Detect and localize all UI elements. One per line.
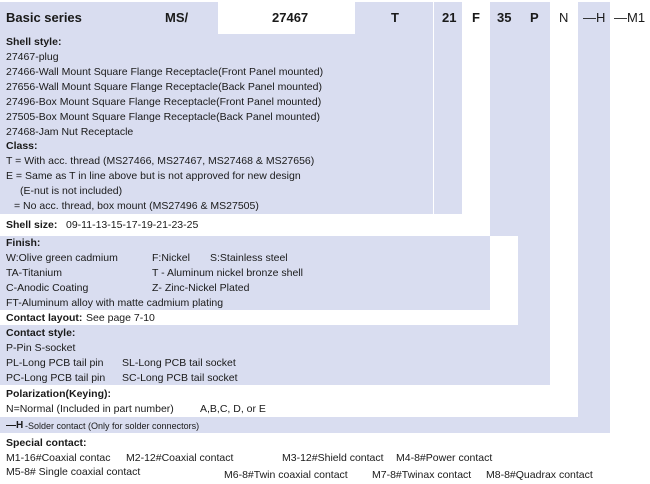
shell-style-item: 27496-Box Mount Square Flange Receptacle(Front Panel mounted)	[6, 96, 322, 108]
special-contact-item: M4-8#Power contact	[396, 452, 493, 464]
shell-style-item: 27466-Wall Mount Square Flange Receptacle(Front Panel mounted)	[6, 66, 324, 78]
ms-label: MS/	[165, 10, 189, 25]
class-line: T = With acc. thread (MS27466, MS27467, MS27468 & MS27656)	[6, 155, 315, 167]
class-line: E = Same as T in line above but is not approved for new design	[6, 170, 301, 182]
shell-style-title: Shell style:	[6, 36, 62, 48]
finish-item: TA-Titanium	[6, 267, 63, 279]
polarization-normal: N=Normal (Included in part number)	[6, 403, 174, 415]
size-code-label: 21	[442, 10, 457, 25]
shell-style-item: 27656-Wall Mount Square Flange Receptacle(Back Panel mounted)	[6, 81, 322, 93]
layout-code-label: 35	[497, 10, 512, 25]
solder-mark: —H	[6, 420, 24, 431]
contact-layout-title: Contact layout:	[6, 312, 83, 324]
polarization-options: A,B,C, D, or E	[200, 403, 266, 415]
contact-style-item: P-Pin S-socket	[6, 342, 76, 354]
contact-style-item: PL-Long PCB tail pin	[6, 357, 104, 369]
finish-item: T - Aluminum nickel bronze shell	[152, 267, 303, 279]
class-line: (E-nut is not included)	[20, 185, 123, 197]
shell-size-title: Shell size:	[6, 219, 58, 231]
col-layout	[490, 34, 518, 236]
col-size	[434, 34, 462, 214]
code-label: 27467	[272, 10, 309, 25]
finish-item: C-Anodic Coating	[6, 282, 89, 294]
finish-item: W:Olive green cadmium	[6, 252, 118, 264]
special-contact-item: M3-12#Shield contact	[282, 452, 384, 464]
special-contact-item: M6-8#Twin coaxial contact	[224, 469, 348, 481]
contact-style-item: SL-Long PCB tail socket	[122, 357, 236, 369]
special-contact-item: M1-16#Coaxial contac	[6, 452, 111, 464]
col-solder	[578, 34, 610, 417]
shell-style-item: 27505-Box Mount Square Flange Receptacle(Back Panel mounted)	[6, 111, 321, 123]
contact-layout-value: See page 7-10	[86, 312, 155, 324]
style-code-label: P	[530, 10, 539, 25]
special-contact-item: M2-12#Coaxial contact	[126, 452, 234, 464]
special-code-label: —M1	[614, 10, 646, 25]
finish-code-label: F	[472, 10, 480, 25]
solder-code-label: —H	[583, 10, 606, 25]
contact-style-title: Contact style:	[6, 327, 76, 339]
finish-item: F:Nickel	[152, 252, 190, 264]
finish-item: Z- Zinc-Nickel Plated	[152, 282, 250, 294]
special-contact-title: Special contact:	[6, 437, 87, 449]
finish-title: Finish:	[6, 237, 41, 249]
col-class	[355, 34, 433, 138]
class-code-label: T	[391, 10, 399, 25]
shell-size-value: 09-11-13-15-17-19-21-23-25	[66, 219, 199, 231]
shell-style-item: 27468-Jam Nut Receptacle	[6, 126, 134, 138]
contact-style-item: SC-Long PCB tail socket	[122, 372, 238, 384]
shell-style-item: 27467-plug	[6, 51, 59, 63]
finish-item: S:Stainless steel	[210, 252, 288, 264]
basic-series-label: Basic series	[6, 10, 82, 25]
finish-item: FT-Aluminum alloy with matte cadmium plating	[6, 297, 224, 309]
special-contact-item: M5-8# Single coaxial contact	[6, 466, 141, 478]
polarization-title: Polarization(Keying):	[6, 388, 112, 400]
class-line: = No acc. thread, box mount (MS27496 & MS27505)	[14, 200, 259, 212]
polarization-code-label: N	[559, 10, 569, 25]
special-contact-item: M7-8#Twinax contact	[372, 469, 472, 481]
special-contact-item: M8-8#Quadrax contact	[486, 469, 593, 481]
col-style	[518, 34, 550, 325]
contact-style-item: PC-Long PCB tail pin	[6, 372, 106, 384]
class-title: Class:	[6, 140, 38, 152]
solder-text: -Solder contact (Only for solder connectors)	[25, 421, 200, 431]
